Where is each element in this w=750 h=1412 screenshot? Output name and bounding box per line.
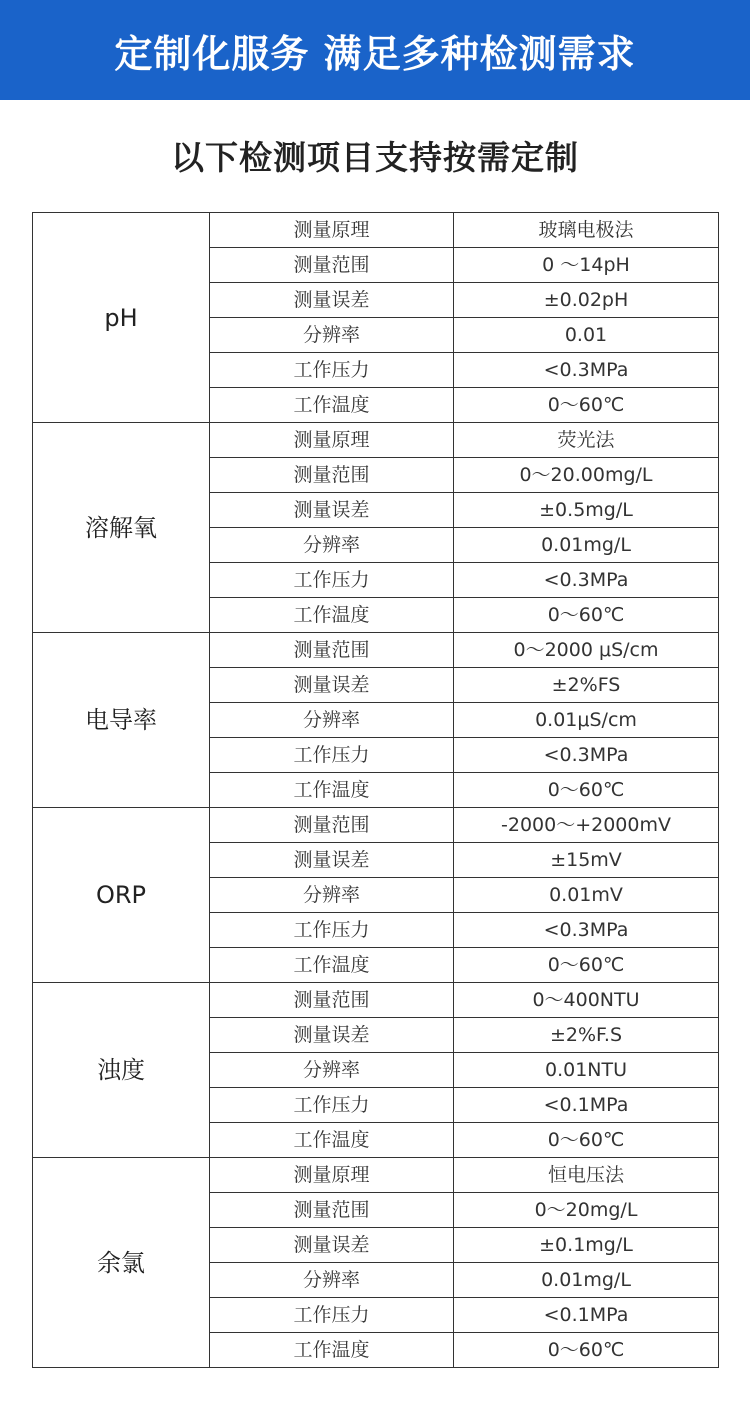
parameter-cell: 测量范围 <box>210 808 454 843</box>
spec-table <box>32 212 719 1368</box>
value-cell: ±0.1mg/L <box>454 1228 719 1263</box>
spec-table-body <box>33 213 719 1368</box>
value-cell: 0～60℃ <box>454 388 719 423</box>
parameter-cell: 分辨率 <box>210 318 454 353</box>
category-cell: 浊度 <box>33 983 210 1158</box>
value-cell: <0.1MPa <box>454 1298 719 1333</box>
category-cell: 电导率 <box>33 633 210 808</box>
value-cell: 0～400NTU <box>454 983 719 1018</box>
value-cell: 0～20mg/L <box>454 1193 719 1228</box>
parameter-cell: 测量范围 <box>210 248 454 283</box>
table-row <box>33 633 719 668</box>
parameter-cell: 工作温度 <box>210 1333 454 1368</box>
value-cell: 0.01mg/L <box>454 528 719 563</box>
value-cell: 0～60℃ <box>454 598 719 633</box>
table-row <box>33 983 719 1018</box>
value-cell: <0.3MPa <box>454 738 719 773</box>
parameter-cell: 工作压力 <box>210 1298 454 1333</box>
parameter-cell: 工作压力 <box>210 913 454 948</box>
value-cell: <0.1MPa <box>454 1088 719 1123</box>
value-cell: 0～2000 μS/cm <box>454 633 719 668</box>
value-cell: 0.01 <box>454 318 719 353</box>
parameter-cell: 测量范围 <box>210 458 454 493</box>
parameter-cell: 工作温度 <box>210 773 454 808</box>
parameter-cell: 工作温度 <box>210 948 454 983</box>
value-cell: 0～60℃ <box>454 1123 719 1158</box>
value-cell: 0～20.00mg/L <box>454 458 719 493</box>
value-cell: 恒电压法 <box>454 1158 719 1193</box>
parameter-cell: 工作压力 <box>210 563 454 598</box>
header-banner <box>0 0 750 100</box>
value-cell: <0.3MPa <box>454 913 719 948</box>
value-cell: 0～60℃ <box>454 1333 719 1368</box>
parameter-cell: 测量原理 <box>210 423 454 458</box>
parameter-cell: 测量误差 <box>210 668 454 703</box>
value-cell: ±0.02pH <box>454 283 719 318</box>
value-cell: <0.3MPa <box>454 353 719 388</box>
category-cell: ORP <box>33 808 210 983</box>
parameter-cell: 分辨率 <box>210 1053 454 1088</box>
value-cell: ±2%FS <box>454 668 719 703</box>
table-row <box>33 1158 719 1193</box>
value-cell: ±0.5mg/L <box>454 493 719 528</box>
parameter-cell: 测量原理 <box>210 1158 454 1193</box>
parameter-cell: 分辨率 <box>210 1263 454 1298</box>
parameter-cell: 工作压力 <box>210 353 454 388</box>
section-subtitle: 以下检测项目支持按需定制 <box>171 138 579 177</box>
parameter-cell: 测量误差 <box>210 283 454 318</box>
parameter-cell: 分辨率 <box>210 878 454 913</box>
value-cell: 0～60℃ <box>454 773 719 808</box>
parameter-cell: 工作压力 <box>210 738 454 773</box>
value-cell: 0.01mV <box>454 878 719 913</box>
parameter-cell: 测量误差 <box>210 1228 454 1263</box>
table-row <box>33 423 719 458</box>
parameter-cell: 工作压力 <box>210 1088 454 1123</box>
table-row <box>33 213 719 248</box>
parameter-cell: 测量误差 <box>210 843 454 878</box>
value-cell: -2000～+2000mV <box>454 808 719 843</box>
parameter-cell: 工作温度 <box>210 388 454 423</box>
parameter-cell: 测量范围 <box>210 983 454 1018</box>
category-cell: pH <box>33 213 210 423</box>
parameter-cell: 测量误差 <box>210 1018 454 1053</box>
value-cell: 荧光法 <box>454 423 719 458</box>
category-cell: 余氯 <box>33 1158 210 1368</box>
parameter-cell: 测量原理 <box>210 213 454 248</box>
value-cell: ±2%F.S <box>454 1018 719 1053</box>
parameter-cell: 测量误差 <box>210 493 454 528</box>
value-cell: 0.01NTU <box>454 1053 719 1088</box>
value-cell: ±15mV <box>454 843 719 878</box>
value-cell: 0.01mg/L <box>454 1263 719 1298</box>
value-cell: 0～60℃ <box>454 948 719 983</box>
value-cell: 0 ～14pH <box>454 248 719 283</box>
parameter-cell: 测量范围 <box>210 633 454 668</box>
value-cell: 玻璃电极法 <box>454 213 719 248</box>
table-row <box>33 808 719 843</box>
banner-title: 定制化服务 满足多种检测需求 <box>114 31 636 76</box>
parameter-cell: 分辨率 <box>210 703 454 738</box>
value-cell: <0.3MPa <box>454 563 719 598</box>
category-cell: 溶解氧 <box>33 423 210 633</box>
parameter-cell: 工作温度 <box>210 1123 454 1158</box>
parameter-cell: 分辨率 <box>210 528 454 563</box>
value-cell: 0.01μS/cm <box>454 703 719 738</box>
parameter-cell: 测量范围 <box>210 1193 454 1228</box>
parameter-cell: 工作温度 <box>210 598 454 633</box>
